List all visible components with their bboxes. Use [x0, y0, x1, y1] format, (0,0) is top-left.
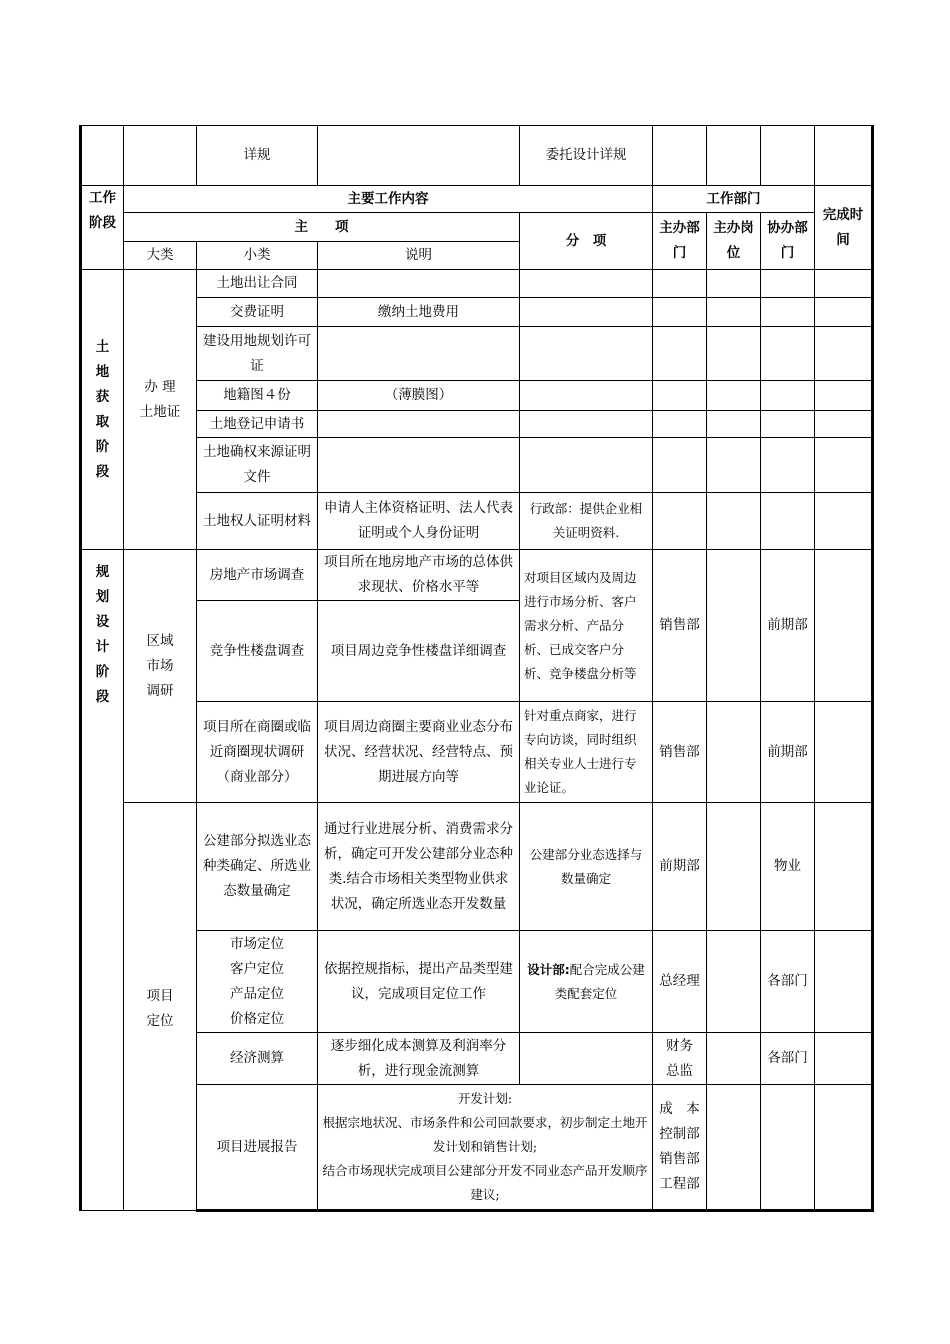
table-row	[81, 411, 873, 438]
table-row	[81, 381, 873, 411]
table-row	[81, 327, 873, 381]
lead-dept: 销售部	[653, 550, 707, 702]
cell-detail-plan: 详规	[197, 126, 318, 186]
header-lead-dept: 主办部 门	[653, 213, 707, 270]
cell-commission-detail-plan: 委托设计详规	[520, 126, 653, 186]
assist-dept: 前期部	[761, 550, 815, 702]
stage-land-acquisition: 土 地 获 取 阶 段	[81, 270, 124, 550]
subcategory: 地籍图４份	[197, 381, 318, 411]
header-main-content: 主要工作内容	[124, 186, 653, 213]
description: 依据控规指标，提出产品类型建议，完成项目定位工作	[318, 931, 520, 1033]
subcategory: 市场定位 客户定位 产品定位 价格定位	[197, 931, 318, 1033]
category-regional-market-research: 区域 市场 调研	[124, 550, 197, 803]
lead-dept: 成 本 控制部 销售部 工程部	[653, 1085, 707, 1211]
header-description: 说明	[318, 242, 520, 270]
table-row	[81, 438, 873, 493]
table-row	[81, 270, 873, 298]
lead-dept: 销售部	[653, 702, 707, 803]
header-sub-item: 分 项	[520, 213, 653, 270]
description: （薄膜图）	[318, 381, 520, 411]
table-row	[81, 702, 873, 803]
work-plan-table	[79, 125, 874, 1212]
header-lead-post: 主办岗 位	[707, 213, 761, 270]
development-plan: 开发计划: 根据宗地状况、市场条件和公司回款要求，初步制定土地开发计划和销售计划; 结合市场现状完成项目公建部分开发不同业态产品开发顺序建议;	[318, 1085, 653, 1211]
description: 逐步细化成本测算及利润率分析，进行现金流测算	[318, 1033, 520, 1085]
description: 项目周边竞争性楼盘详细调查	[318, 601, 520, 702]
description: 缴纳土地费用	[318, 298, 520, 327]
header-subcategory: 小类	[197, 242, 318, 270]
table-row	[81, 1033, 873, 1085]
sub-item: 行政部：提供企业相关证明资料.	[520, 493, 653, 550]
category-land-certificate: 办 理 土地证	[124, 270, 197, 550]
subcategory: 土地登记申请书	[197, 411, 318, 438]
subcategory: 项目所在商圈或临近商圈现状调研（商业部分）	[197, 702, 318, 803]
assist-dept: 前期部	[761, 702, 815, 803]
lead-dept: 总经理	[653, 931, 707, 1033]
subcategory: 土地出让合同	[197, 270, 318, 298]
subcategory: 交费证明	[197, 298, 318, 327]
subcategory: 项目进展报告	[197, 1085, 318, 1211]
table-row	[81, 931, 873, 1033]
header-finish-time: 完成时 间	[815, 186, 873, 270]
header-work-dept: 工作部门	[653, 186, 815, 213]
header-assist-dept: 协办部 门	[761, 213, 815, 270]
header-row-2	[81, 213, 873, 242]
sub-item: 针对重点商家，进行专向访谈，同时组织相关专业人士进行专业论证。	[520, 702, 653, 803]
category-project-positioning: 项目 定位	[124, 803, 197, 1211]
table-row	[81, 1085, 873, 1211]
header-main-item: 主 项	[124, 213, 520, 242]
header-row-1	[81, 186, 873, 213]
subcategory: 房地产市场调查	[197, 550, 318, 601]
sub-item: 对项目区域内及周边进行市场分析、客户需求分析、产品分析、已成交客户分析、竞争楼盘分析等	[520, 550, 653, 702]
description: 项目所在地房地产市场的总体供求现状、价格水平等	[318, 550, 520, 601]
header-stage: 工作 阶段	[81, 186, 124, 270]
assist-dept: 物业	[761, 803, 815, 931]
table-row	[81, 803, 873, 931]
header-category: 大类	[124, 242, 197, 270]
subcategory: 竞争性楼盘调查	[197, 601, 318, 702]
assist-dept: 各部门	[761, 931, 815, 1033]
lead-dept: 财务 总监	[653, 1033, 707, 1085]
subcategory: 土地权人证明材料	[197, 493, 318, 550]
stage-planning-design: 规 划 设 计 阶 段	[81, 550, 124, 1211]
subcategory: 公建部分拟选业态种类确定、所选业态数量确定	[197, 803, 318, 931]
table-row	[81, 550, 873, 601]
table-row	[81, 493, 873, 550]
subcategory: 经济测算	[197, 1033, 318, 1085]
sub-item: 公建部分业态选择与数量确定	[520, 803, 653, 931]
assist-dept: 各部门	[761, 1033, 815, 1085]
continuation-row	[81, 126, 873, 186]
subcategory: 建设用地规划许可证	[197, 327, 318, 381]
description: 项目周边商圈主要商业业态分布状况、经营状况、经营特点、预期进展方向等	[318, 702, 520, 803]
lead-dept: 前期部	[653, 803, 707, 931]
subcategory: 土地确权来源证明文件	[197, 438, 318, 493]
description: 申请人主体资格证明、法人代表证明或个人身份证明	[318, 493, 520, 550]
table-row	[81, 298, 873, 327]
description: 通过行业进展分析、消费需求分析，确定可开发公建部分业态种类.结合市场相关类型物业供求状况，确定所选业态开发数量	[318, 803, 520, 931]
sub-item: 设计部:配合完成公建类配套定位	[520, 931, 653, 1033]
